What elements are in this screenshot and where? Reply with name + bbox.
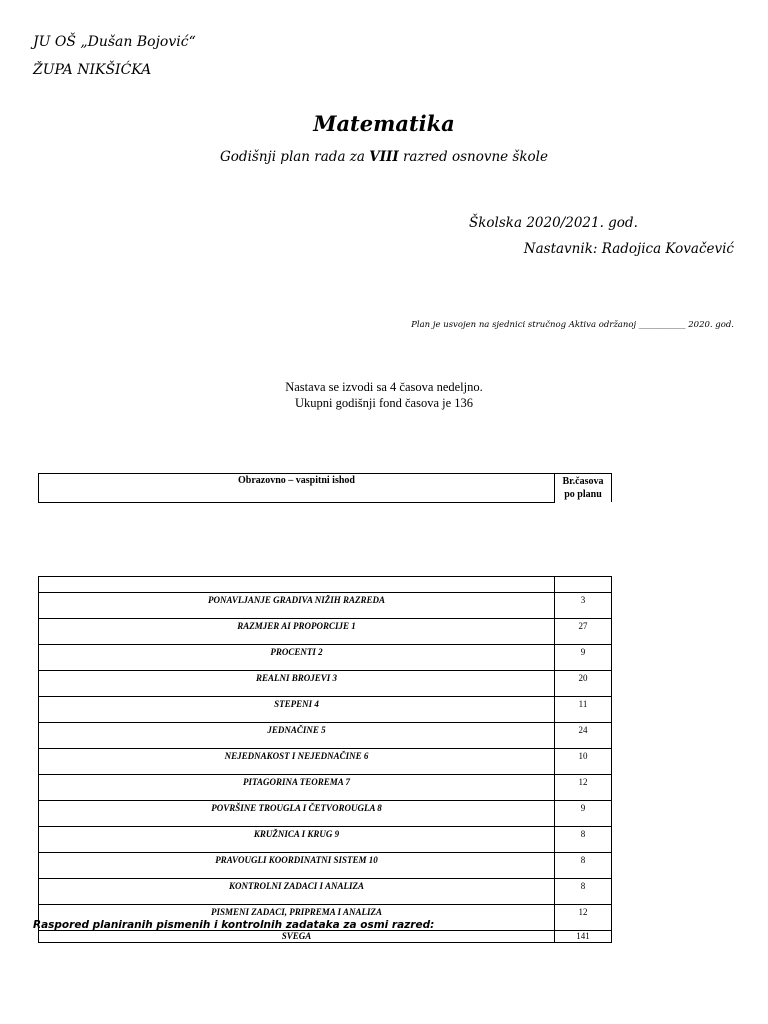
adoption-note: Plan je usvojen na sjednici stručnog Aktiva održanoj ___________ 2020. god.: [411, 320, 734, 330]
topics-table: [38, 576, 612, 943]
topic-row: [39, 671, 612, 697]
topic-row: [39, 801, 612, 827]
hours-header-line1: Br.časova: [562, 476, 604, 487]
topic-name: PROCENTI 2: [39, 645, 555, 671]
hours-column-header: [555, 474, 612, 503]
topic-name: RAZMJER AI PROPORCIJE 1: [39, 619, 555, 645]
topic-row: [39, 749, 612, 775]
school-year: Školska 2020/2021. god.: [469, 215, 638, 231]
topic-row: [39, 593, 612, 619]
topic-row: [39, 775, 612, 801]
topic-row: [39, 827, 612, 853]
blank-row: [39, 577, 612, 593]
topics-table-body: [39, 577, 612, 943]
subtitle-suffix: razred osnovne škole: [398, 149, 548, 165]
topic-hours: 8: [555, 853, 612, 879]
topic-hours: 24: [555, 723, 612, 749]
outcome-column-header: Obrazovno – vaspitni ishod: [39, 474, 555, 503]
school-name: JU OŠ „Dušan Bojović“: [33, 34, 196, 50]
topic-name: PRAVOUGLI KOORDINATNI SISTEM 10: [39, 853, 555, 879]
topic-name: PONAVLJANJE GRADIVA NIŽIH RAZREDA: [39, 593, 555, 619]
topic-row: [39, 853, 612, 879]
topic-name: KONTROLNI ZADACI I ANALIZA: [39, 879, 555, 905]
topic-hours: 3: [555, 593, 612, 619]
document-title: Matematika: [313, 111, 455, 136]
topic-hours: 11: [555, 697, 612, 723]
topic-row: [39, 697, 612, 723]
document-subtitle: [0, 149, 768, 165]
topic-row: [39, 723, 612, 749]
blank-cell: [555, 577, 612, 593]
topic-hours: 27: [555, 619, 612, 645]
topic-hours: 9: [555, 801, 612, 827]
plan-header-table: [38, 473, 612, 503]
topic-name: PITAGORINA TEOREMA 7: [39, 775, 555, 801]
topic-name: JEDNAČINE 5: [39, 723, 555, 749]
topic-hours: 12: [555, 775, 612, 801]
school-location: ŽUPA NIKŠIĆKA: [33, 62, 152, 78]
topic-hours: 12: [555, 905, 612, 931]
weekly-hours-info: Nastava se izvodi sa 4 časova nedeljno.: [285, 380, 483, 394]
topic-name: STEPENI 4: [39, 697, 555, 723]
topic-name: KRUŽNICA I KRUG 9: [39, 827, 555, 853]
topic-hours: 10: [555, 749, 612, 775]
topic-name: POVRŠINE TROUGLA I ČETVOROUGLA 8: [39, 801, 555, 827]
subtitle-prefix: Godišnji plan rada za: [220, 149, 370, 165]
topic-hours: 9: [555, 645, 612, 671]
hours-header-line2: po planu: [564, 489, 602, 500]
topic-name: REALNI BROJEVI 3: [39, 671, 555, 697]
topic-row: [39, 619, 612, 645]
annual-hours-info: Ukupni godišnji fond časova je 136: [294, 396, 474, 410]
schedule-heading: Raspored planiranih pismenih i kontrolnih zadataka za osmi razred:: [33, 919, 435, 931]
topic-name: SVEGA: [39, 931, 555, 943]
topic-name: PISMENI ZADACI, PRIPREMA I ANALIZA: [39, 905, 555, 931]
header-row: [39, 474, 612, 503]
topic-row: [39, 645, 612, 671]
blank-cell: [39, 577, 555, 593]
subtitle-grade: VIII: [369, 149, 399, 165]
topic-hours: 8: [555, 827, 612, 853]
topic-name: NEJEDNAKOST I NEJEDNAČINE 6: [39, 749, 555, 775]
total-row: [39, 931, 612, 943]
topic-hours: 8: [555, 879, 612, 905]
topic-hours: 141: [555, 931, 612, 943]
teacher-name: Nastavnik: Radojica Kovačević: [523, 241, 734, 257]
topic-row: [39, 879, 612, 905]
topic-hours: 20: [555, 671, 612, 697]
